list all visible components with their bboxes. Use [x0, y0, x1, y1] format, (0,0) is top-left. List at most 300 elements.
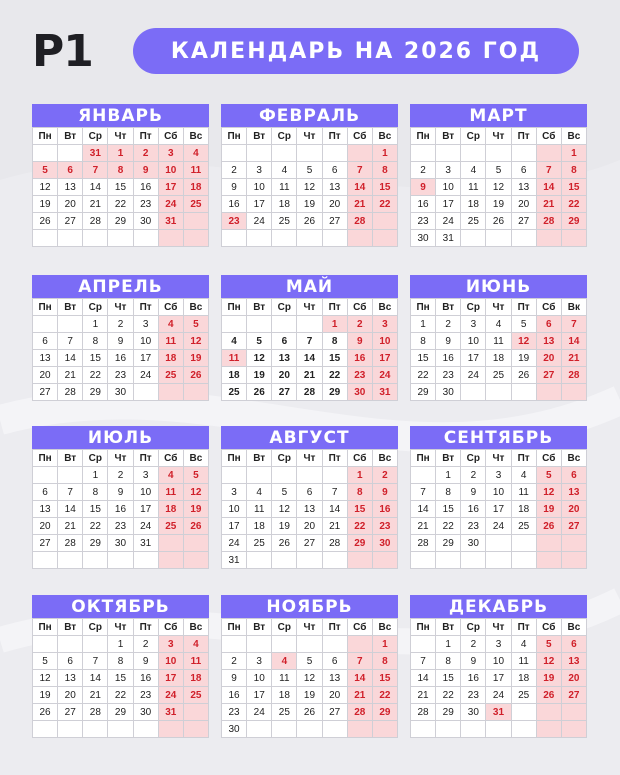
- day-cell: 15: [83, 501, 108, 518]
- day-cell: 23: [411, 213, 436, 230]
- day-cell: 23: [348, 367, 373, 384]
- month-calendar: [32, 104, 209, 247]
- day-cell: [562, 552, 587, 569]
- day-cell: 20: [58, 687, 83, 704]
- day-cell: [159, 721, 184, 738]
- day-cell: 10: [461, 333, 486, 350]
- weekday-header: Ср: [83, 619, 108, 636]
- month-calendar: [221, 275, 398, 401]
- day-cell: [58, 145, 83, 162]
- day-cell: 6: [562, 467, 587, 484]
- day-cell: 22: [562, 196, 587, 213]
- day-cell: 27: [562, 687, 587, 704]
- weekday-header: Вт: [436, 450, 461, 467]
- day-cell: [159, 230, 184, 247]
- day-cell: 15: [562, 179, 587, 196]
- day-cell: 29: [323, 384, 348, 401]
- day-cell: 20: [562, 501, 587, 518]
- weekday-header: Чт: [486, 450, 511, 467]
- day-cell: [461, 721, 486, 738]
- day-cell: 28: [58, 535, 83, 552]
- day-cell: 25: [159, 367, 184, 384]
- weekday-header: Чт: [297, 450, 322, 467]
- month-grid: [32, 449, 209, 569]
- day-cell: 21: [58, 518, 83, 535]
- weekday-header: Сб: [159, 619, 184, 636]
- day-cell: 23: [222, 213, 247, 230]
- day-cell: 5: [184, 467, 209, 484]
- day-cell: 5: [247, 333, 272, 350]
- day-cell: [247, 552, 272, 569]
- month-calendar: [221, 595, 398, 738]
- weekday-header: Пт: [512, 450, 537, 467]
- day-cell: [33, 636, 58, 653]
- day-cell: [486, 230, 511, 247]
- day-cell: 19: [297, 687, 322, 704]
- day-cell: 6: [512, 162, 537, 179]
- weekday-header: Ср: [272, 450, 297, 467]
- day-cell: 2: [461, 636, 486, 653]
- day-cell: [348, 145, 373, 162]
- weekday-header: Пн: [33, 619, 58, 636]
- month-calendar: [32, 426, 209, 569]
- day-cell: 4: [159, 467, 184, 484]
- day-cell: 8: [83, 484, 108, 501]
- weekday-header: Ср: [272, 619, 297, 636]
- day-cell: 18: [159, 350, 184, 367]
- month-calendar: [410, 104, 587, 247]
- day-cell: 11: [461, 179, 486, 196]
- day-cell: 1: [83, 316, 108, 333]
- day-cell: 5: [184, 316, 209, 333]
- weekday-header: Ср: [272, 128, 297, 145]
- day-cell: [184, 704, 209, 721]
- month-calendar: [410, 595, 587, 738]
- day-cell: 12: [537, 484, 562, 501]
- weekday-header: Ср: [461, 128, 486, 145]
- day-cell: 9: [436, 333, 461, 350]
- weekday-header: Пт: [323, 450, 348, 467]
- weekday-header: Вс: [184, 128, 209, 145]
- day-cell: 29: [348, 535, 373, 552]
- day-cell: 3: [222, 484, 247, 501]
- weekday-header: Сб: [159, 299, 184, 316]
- month-calendar: [410, 426, 587, 569]
- day-cell: 10: [486, 653, 511, 670]
- day-cell: [512, 230, 537, 247]
- day-cell: [486, 721, 511, 738]
- day-cell: 16: [134, 670, 159, 687]
- weekday-header: Вс: [373, 128, 398, 145]
- day-cell: 13: [33, 501, 58, 518]
- day-cell: 8: [373, 653, 398, 670]
- day-cell: 31: [134, 535, 159, 552]
- day-cell: [272, 316, 297, 333]
- weekday-header: Чт: [486, 299, 511, 316]
- day-cell: 30: [436, 384, 461, 401]
- day-cell: 28: [411, 535, 436, 552]
- day-cell: 24: [486, 687, 511, 704]
- day-cell: 5: [512, 316, 537, 333]
- day-cell: 17: [159, 179, 184, 196]
- month-grid: [410, 449, 587, 569]
- day-cell: 17: [247, 687, 272, 704]
- day-cell: 30: [348, 384, 373, 401]
- day-cell: 24: [247, 213, 272, 230]
- day-cell: 30: [461, 704, 486, 721]
- day-cell: 15: [411, 350, 436, 367]
- weekday-header: Пт: [134, 128, 159, 145]
- day-cell: [537, 230, 562, 247]
- day-cell: 13: [33, 350, 58, 367]
- day-cell: 19: [184, 501, 209, 518]
- day-cell: [486, 552, 511, 569]
- day-cell: 15: [83, 350, 108, 367]
- weekday-header: Чт: [108, 619, 133, 636]
- day-cell: [323, 721, 348, 738]
- day-cell: 14: [83, 179, 108, 196]
- month-name: ФЕВРАЛЬ: [221, 104, 398, 127]
- weekday-header: Пн: [33, 299, 58, 316]
- day-cell: 15: [323, 350, 348, 367]
- day-cell: 24: [461, 367, 486, 384]
- weekday-header: Вс: [562, 619, 587, 636]
- day-cell: 1: [411, 316, 436, 333]
- day-cell: 18: [222, 367, 247, 384]
- day-cell: [247, 721, 272, 738]
- day-cell: [323, 552, 348, 569]
- day-cell: 17: [134, 501, 159, 518]
- day-cell: 11: [222, 350, 247, 367]
- month-calendar: [32, 595, 209, 738]
- weekday-header: Пн: [411, 450, 436, 467]
- day-cell: 8: [436, 484, 461, 501]
- day-cell: 4: [272, 162, 297, 179]
- day-cell: 21: [411, 687, 436, 704]
- day-cell: [512, 535, 537, 552]
- day-cell: 26: [272, 535, 297, 552]
- day-cell: [348, 230, 373, 247]
- day-cell: 27: [58, 704, 83, 721]
- day-cell: [537, 704, 562, 721]
- day-cell: 29: [108, 704, 133, 721]
- day-cell: 19: [33, 196, 58, 213]
- day-cell: [222, 316, 247, 333]
- day-cell: [33, 145, 58, 162]
- day-cell: 26: [184, 367, 209, 384]
- day-cell: 29: [83, 535, 108, 552]
- day-cell: 13: [58, 179, 83, 196]
- day-cell: [272, 145, 297, 162]
- day-cell: 6: [58, 162, 83, 179]
- weekday-header: Сб: [348, 619, 373, 636]
- day-cell: 6: [297, 484, 322, 501]
- day-cell: 8: [323, 333, 348, 350]
- day-cell: 24: [373, 367, 398, 384]
- day-cell: 2: [461, 467, 486, 484]
- day-cell: 16: [436, 350, 461, 367]
- day-cell: [537, 552, 562, 569]
- day-cell: 27: [33, 384, 58, 401]
- day-cell: 28: [83, 213, 108, 230]
- month-name: НОЯБРЬ: [221, 595, 398, 618]
- day-cell: 21: [537, 196, 562, 213]
- day-cell: [562, 535, 587, 552]
- day-cell: 16: [108, 501, 133, 518]
- day-cell: 21: [83, 687, 108, 704]
- day-cell: [323, 230, 348, 247]
- day-cell: [58, 552, 83, 569]
- weekday-header: Вт: [436, 299, 461, 316]
- day-cell: 9: [461, 484, 486, 501]
- day-cell: 17: [436, 196, 461, 213]
- day-cell: 24: [134, 367, 159, 384]
- day-cell: 16: [348, 350, 373, 367]
- day-cell: 18: [272, 196, 297, 213]
- month-name: ДЕКАБРЬ: [410, 595, 587, 618]
- month-name: АПРЕЛЬ: [32, 275, 209, 298]
- day-cell: 18: [512, 670, 537, 687]
- month-grid: [221, 127, 398, 247]
- day-cell: 14: [83, 670, 108, 687]
- day-cell: 11: [272, 670, 297, 687]
- day-cell: 3: [247, 653, 272, 670]
- day-cell: [411, 145, 436, 162]
- day-cell: 19: [33, 687, 58, 704]
- day-cell: 24: [247, 704, 272, 721]
- day-cell: 18: [461, 196, 486, 213]
- month-grid: [221, 618, 398, 738]
- day-cell: [348, 552, 373, 569]
- weekday-header: Чт: [297, 299, 322, 316]
- day-cell: [297, 316, 322, 333]
- day-cell: 10: [222, 501, 247, 518]
- day-cell: 1: [348, 467, 373, 484]
- weekday-header: Пн: [33, 450, 58, 467]
- day-cell: [436, 145, 461, 162]
- page-title-text: КАЛЕНДАРЬ НА 2026 ГОД: [170, 38, 542, 64]
- weekday-header: Пн: [411, 619, 436, 636]
- day-cell: 29: [83, 384, 108, 401]
- weekday-header: Вс: [184, 299, 209, 316]
- day-cell: 4: [184, 636, 209, 653]
- day-cell: [512, 145, 537, 162]
- day-cell: [297, 721, 322, 738]
- day-cell: 10: [373, 333, 398, 350]
- day-cell: 21: [58, 367, 83, 384]
- day-cell: 30: [134, 704, 159, 721]
- weekday-header: Пн: [222, 299, 247, 316]
- month-calendar: [32, 275, 209, 401]
- weekday-header: Сб: [159, 450, 184, 467]
- day-cell: 15: [348, 501, 373, 518]
- day-cell: 5: [272, 484, 297, 501]
- day-cell: 14: [411, 670, 436, 687]
- weekday-header: Сб: [348, 450, 373, 467]
- day-cell: 9: [134, 653, 159, 670]
- month-name: МАРТ: [410, 104, 587, 127]
- day-cell: 25: [486, 367, 511, 384]
- day-cell: 28: [348, 213, 373, 230]
- weekday-header: Ср: [461, 619, 486, 636]
- month-calendar: [221, 104, 398, 247]
- day-cell: 27: [562, 518, 587, 535]
- day-cell: 3: [373, 316, 398, 333]
- day-cell: 31: [222, 552, 247, 569]
- day-cell: 7: [297, 333, 322, 350]
- day-cell: 19: [247, 367, 272, 384]
- weekday-header: Вс: [373, 450, 398, 467]
- day-cell: 26: [33, 704, 58, 721]
- weekday-header: Вт: [58, 128, 83, 145]
- day-cell: 21: [83, 196, 108, 213]
- day-cell: 19: [184, 350, 209, 367]
- day-cell: 12: [297, 179, 322, 196]
- weekday-header: Вт: [436, 619, 461, 636]
- day-cell: 30: [108, 384, 133, 401]
- day-cell: 25: [272, 213, 297, 230]
- weekday-header: Вт: [247, 299, 272, 316]
- day-cell: 12: [537, 653, 562, 670]
- day-cell: 2: [222, 162, 247, 179]
- day-cell: 6: [537, 316, 562, 333]
- day-cell: [348, 721, 373, 738]
- day-cell: 4: [247, 484, 272, 501]
- day-cell: 17: [486, 501, 511, 518]
- day-cell: 19: [537, 501, 562, 518]
- day-cell: 28: [348, 704, 373, 721]
- day-cell: 12: [486, 179, 511, 196]
- day-cell: 26: [512, 367, 537, 384]
- day-cell: 2: [222, 653, 247, 670]
- day-cell: 16: [373, 501, 398, 518]
- day-cell: [411, 721, 436, 738]
- day-cell: 3: [461, 316, 486, 333]
- day-cell: 3: [134, 316, 159, 333]
- day-cell: 23: [373, 518, 398, 535]
- day-cell: 9: [134, 162, 159, 179]
- day-cell: 21: [297, 367, 322, 384]
- day-cell: 25: [247, 535, 272, 552]
- day-cell: 3: [159, 636, 184, 653]
- day-cell: 21: [348, 687, 373, 704]
- day-cell: [461, 384, 486, 401]
- day-cell: 17: [134, 350, 159, 367]
- day-cell: 22: [323, 367, 348, 384]
- day-cell: 2: [411, 162, 436, 179]
- day-cell: [184, 535, 209, 552]
- day-cell: [222, 230, 247, 247]
- day-cell: 21: [323, 518, 348, 535]
- day-cell: 6: [33, 333, 58, 350]
- day-cell: 7: [323, 484, 348, 501]
- day-cell: 4: [222, 333, 247, 350]
- day-cell: 25: [461, 213, 486, 230]
- day-cell: 8: [108, 653, 133, 670]
- month-grid: [410, 618, 587, 738]
- day-cell: 18: [184, 670, 209, 687]
- day-cell: 11: [486, 333, 511, 350]
- day-cell: 16: [222, 196, 247, 213]
- day-cell: 20: [297, 518, 322, 535]
- day-cell: [436, 552, 461, 569]
- day-cell: 3: [159, 145, 184, 162]
- day-cell: 9: [373, 484, 398, 501]
- day-cell: 10: [247, 670, 272, 687]
- day-cell: 29: [108, 213, 133, 230]
- day-cell: 22: [83, 518, 108, 535]
- day-cell: 13: [323, 179, 348, 196]
- weekday-header: Пт: [134, 619, 159, 636]
- day-cell: 20: [33, 518, 58, 535]
- day-cell: 26: [537, 518, 562, 535]
- day-cell: 4: [512, 467, 537, 484]
- day-cell: [461, 552, 486, 569]
- day-cell: [512, 384, 537, 401]
- month-grid: [221, 449, 398, 569]
- day-cell: 1: [373, 145, 398, 162]
- day-cell: [247, 230, 272, 247]
- day-cell: 4: [159, 316, 184, 333]
- day-cell: 17: [461, 350, 486, 367]
- day-cell: 25: [512, 687, 537, 704]
- day-cell: 13: [512, 179, 537, 196]
- day-cell: 2: [134, 145, 159, 162]
- month-calendar: [410, 275, 587, 401]
- day-cell: 28: [58, 384, 83, 401]
- day-cell: 5: [486, 162, 511, 179]
- weekday-header: Вс: [373, 299, 398, 316]
- day-cell: [486, 145, 511, 162]
- day-cell: 30: [373, 535, 398, 552]
- day-cell: 23: [436, 367, 461, 384]
- day-cell: 23: [108, 518, 133, 535]
- day-cell: [247, 467, 272, 484]
- month-grid: [221, 298, 398, 401]
- day-cell: 7: [83, 653, 108, 670]
- day-cell: 2: [108, 316, 133, 333]
- day-cell: [222, 636, 247, 653]
- day-cell: 22: [436, 687, 461, 704]
- day-cell: 11: [159, 333, 184, 350]
- day-cell: 17: [159, 670, 184, 687]
- day-cell: 11: [184, 653, 209, 670]
- day-cell: [33, 467, 58, 484]
- day-cell: 7: [348, 653, 373, 670]
- day-cell: 18: [272, 687, 297, 704]
- day-cell: [323, 145, 348, 162]
- weekday-header: Чт: [108, 299, 133, 316]
- weekday-header: Пн: [222, 128, 247, 145]
- day-cell: 28: [297, 384, 322, 401]
- day-cell: 3: [247, 162, 272, 179]
- day-cell: 23: [134, 196, 159, 213]
- day-cell: [297, 145, 322, 162]
- day-cell: 5: [537, 636, 562, 653]
- month-grid: [410, 127, 587, 247]
- day-cell: 11: [512, 653, 537, 670]
- day-cell: 15: [436, 670, 461, 687]
- day-cell: [83, 552, 108, 569]
- day-cell: [272, 636, 297, 653]
- weekday-header: Ср: [272, 299, 297, 316]
- day-cell: [486, 384, 511, 401]
- month-calendar: [221, 426, 398, 569]
- day-cell: [373, 230, 398, 247]
- day-cell: 27: [323, 704, 348, 721]
- day-cell: 12: [512, 333, 537, 350]
- weekday-header: Чт: [297, 619, 322, 636]
